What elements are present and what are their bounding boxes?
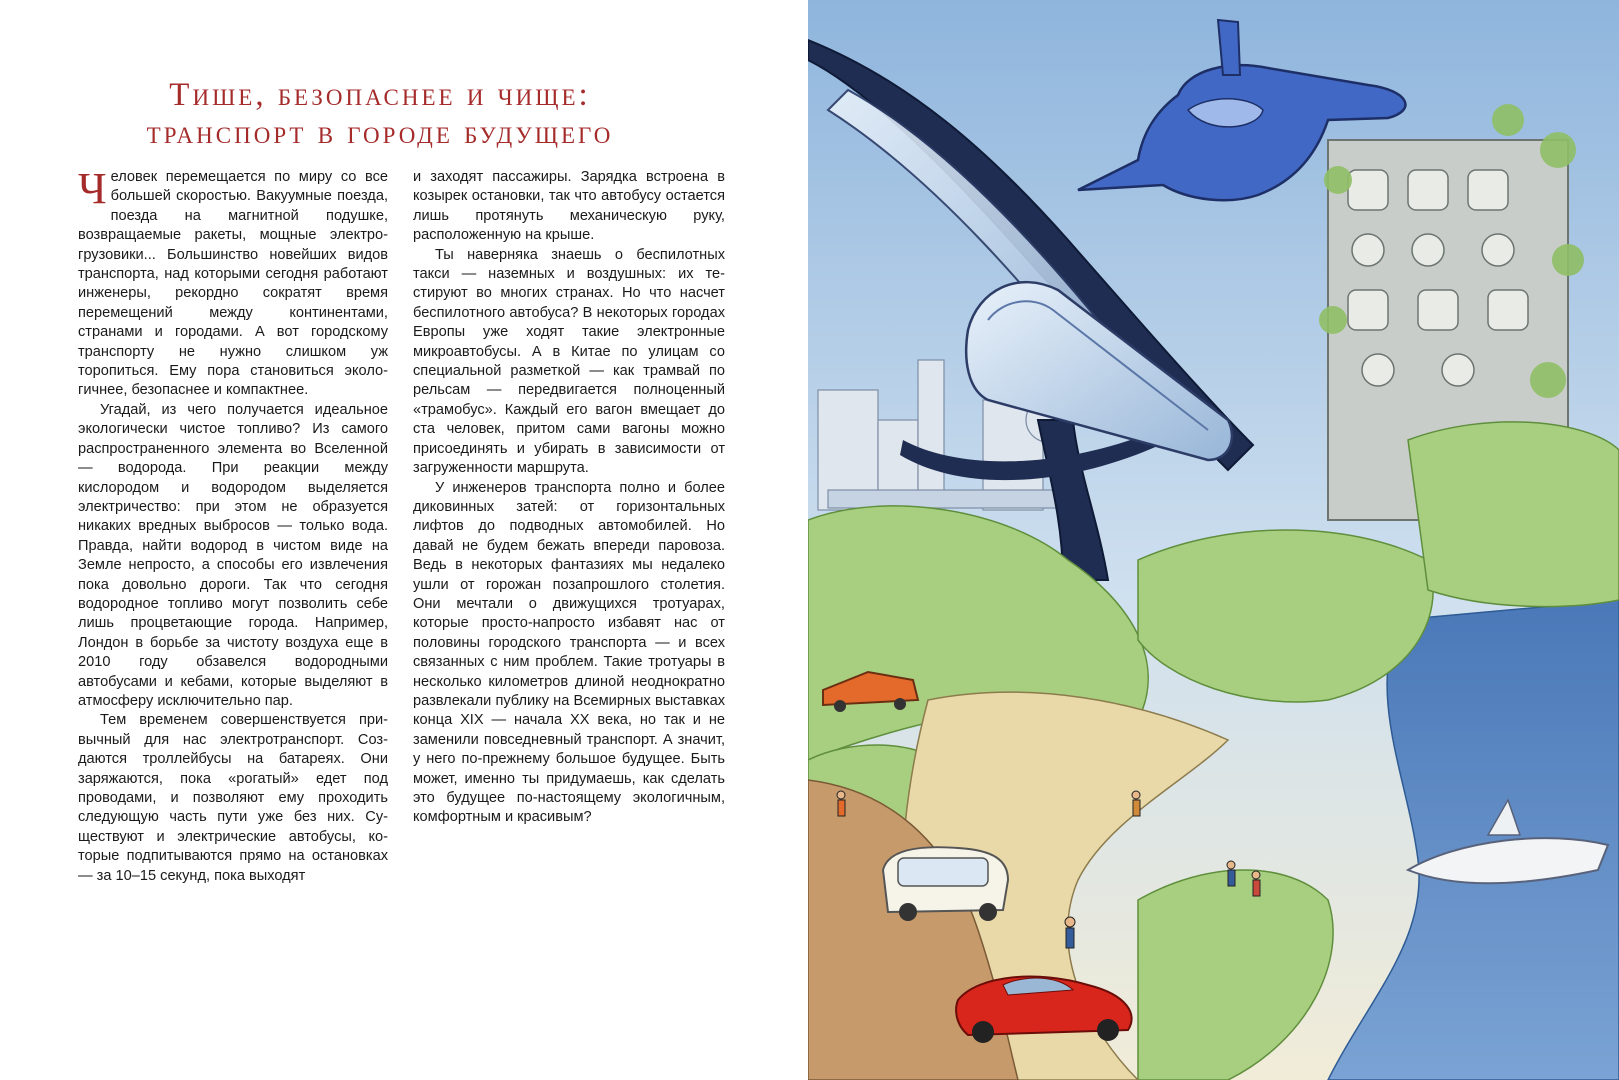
- illustration-svg: [808, 0, 1619, 1080]
- drop-cap: Ч: [78, 164, 107, 213]
- text-column-left: [78, 164, 388, 886]
- paragraph: [78, 164, 388, 401]
- paragraph: У инженеров транспорта полно и более диковинных затей: от горизонтальных лифтов до подводных автомобилей. Но давай не будем бежать впереди паровоза. Ведь в некоторых фантазиях мы недалеко ушли от горожан позапрошлого столетия. Они мечтали о движущихся тротуарах, которые просто-напросто избавят нас от половины городского транспорта — и всех связанных с ним проблем. Такие тротуары в несколько километров длиной неоднократно развлекали публику на Всемирных выставках конца XIX — начала XX века, но так и не заменили повседневный транспорт. А значит, у него по-прежнему большое будущее. Быть может, именно ты придумаешь, как сделать это будущее по-настоящему экологичным, комфортным и красивым?: [413, 479, 725, 826]
- paragraph-text: еловек перемещается по миру со все большей скоростью. Вакуумные поезда, поезда на магнитной подушке, возвращаемые ракеты, мощные электрогрузовики... Большинство новейших видов транспорта, над которыми сегодня работают инженеры, рекордно сократят время перемещений между континентами, странами и городами. А вот городскому транспорту не нужно слишком уж торопиться. Ему пора становиться экологичнее, безопаснее и компактнее.: [78, 169, 388, 399]
- paragraph: Тем временем совершенствуется привычный для нас электротранспорт. Создаются троллейбусы на батареях. Они заряжаются, пока «рогатый» едет под проводами, и позволяют ему проходить следующую часть пути уже без них. Существуют и электрические автобусы, которые подпитываются прямо на остановках — за 10–15 секунд, пока выходят: [78, 712, 388, 884]
- future-city-illustration: [808, 0, 1619, 1080]
- paragraph: Ты наверняка знаешь о беспилотных такси — наземных и воздушных: их тестируют во многих странах. Но что насчет беспилотного автобуса? В некоторых городах Европы уже ходят такие электронные микроавтобусы. А в Китае по улицам со специальной разметкой — как трамвай по рельсам — передвигается полноценный «трамобус». Каждый его вагон вмещает до ста человек, притом сами вагоны можно присоединять и убирать в зависимости от загруженности маршрута.: [413, 246, 725, 477]
- title-line-1: Тише, безопаснее и чище:: [169, 77, 591, 113]
- autonomous-pod: [883, 847, 1008, 921]
- title-line-2: транспорт в городе будущего: [146, 115, 614, 151]
- left-page: [0, 0, 808, 1080]
- paragraph: Угадай, из чего получается идеальное экологически чистое топливо? Из самого распространенного элемента во Вселенной — водорода. При реакции между кислородом и водородом выделяется электричество: при этом не образуется никаких вредных выбросов — только вода. Правда, найти водород в чистом виде на Земле непросто, а способы его извлечения пока довольно дороги. Так что сегодня водородное топливо могут позволить себе лишь процветающие города. Например, Лондон в борьбе за чистоту воздуха еще в 2010 году обзавелся водородными автобусами и кебами, которые выделяют в атмосферу исключительно пар.: [78, 401, 388, 709]
- article-title: [60, 76, 700, 152]
- text-column-right: [413, 168, 725, 828]
- paragraph: и заходят пассажиры. Зарядка встроена в козырек остановки, так что автобусу остается лишь протянуть механическую руку, расположенную на крыше.: [413, 169, 725, 244]
